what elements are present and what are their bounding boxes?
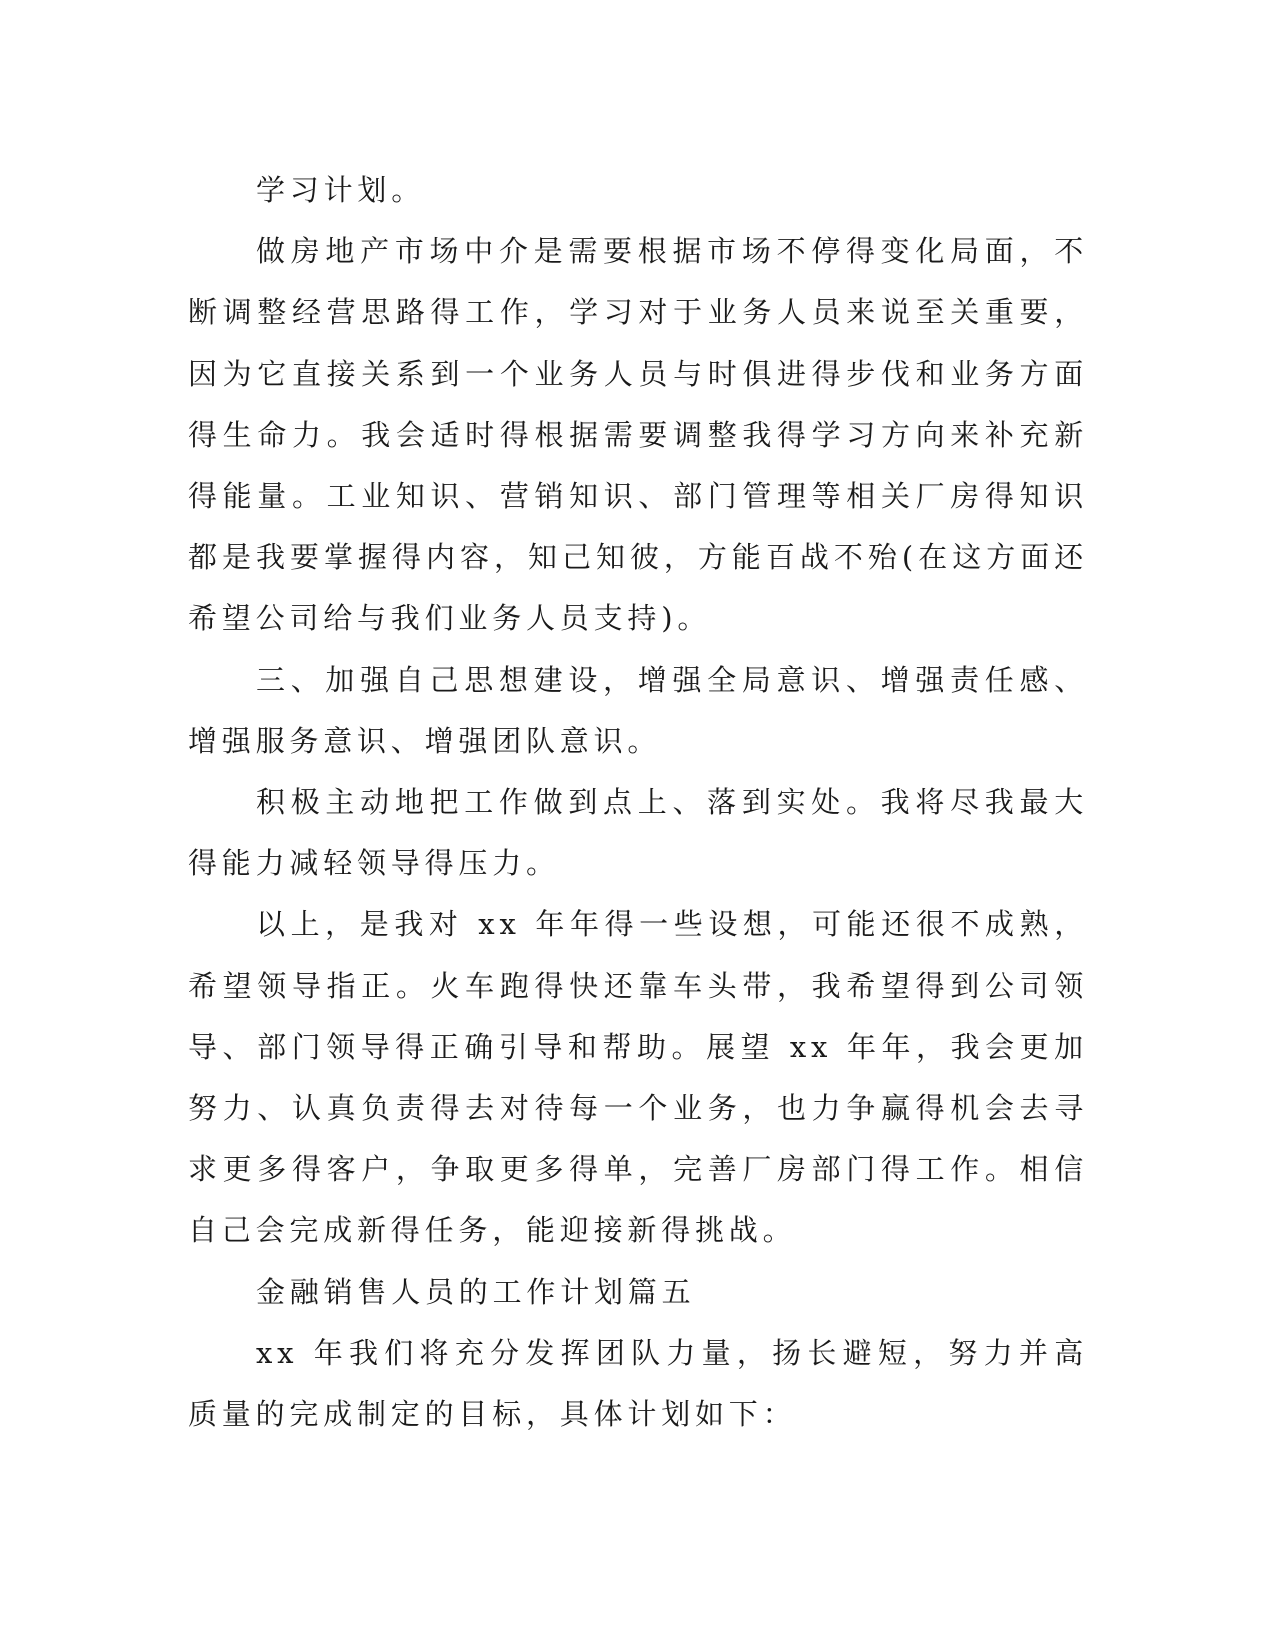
paragraph-real-estate-agency: 做房地产市场中介是需要根据市场不停得变化局面，不断调整经营思路得工作，学习对于业务人员来说至关重要，因为它直接关系到一个业务人员与时俱进得步伐和业务方面得生命力。我会适时得根据需要调整我得学习方向来补充新得能量。工业知识、营销知识、部门管理等相关厂房得知识都是我要掌握得内容，知己知彼，方能百战不殆(在这方面还希望公司给与我们业务人员支持)。 [188,234,1088,636]
paragraph-proactive-work: 积极主动地把工作做到点上、落到实处。我将尽我最大得能力减轻领导得压力。 [188,785,1088,881]
section-heading-plan-five: 金融销售人员的工作计划篇五 [256,1274,696,1309]
paragraph-section-three: 三、加强自己思想建设，增强全局意识、增强责任感、增强服务意识、增强团队意识。 [188,662,1088,758]
paragraph-team-goals: xx 年我们将充分发挥团队力量，扬长避短，努力并高质量的完成制定的目标，具体计划如下： [188,1335,1088,1432]
paragraph-conclusion: 以上，是我对 xx 年年得一些设想，可能还很不成熟，希望领导指正。火车跑得快还靠车头带，我希望得到公司领导、部门领导得正确引导和帮助。展望 xx 年年，我会更加努力、认真负责得去对待每一个业务，也力争赢得机会去寻求更多得客户，争取更多得单，完善厂房部门得工作。相信自己会完成新得任务，能迎接新得挑战。 [188,907,1088,1248]
document-body [188,160,1088,1445]
paragraph-study-plan: 学习计划。 [256,173,426,207]
